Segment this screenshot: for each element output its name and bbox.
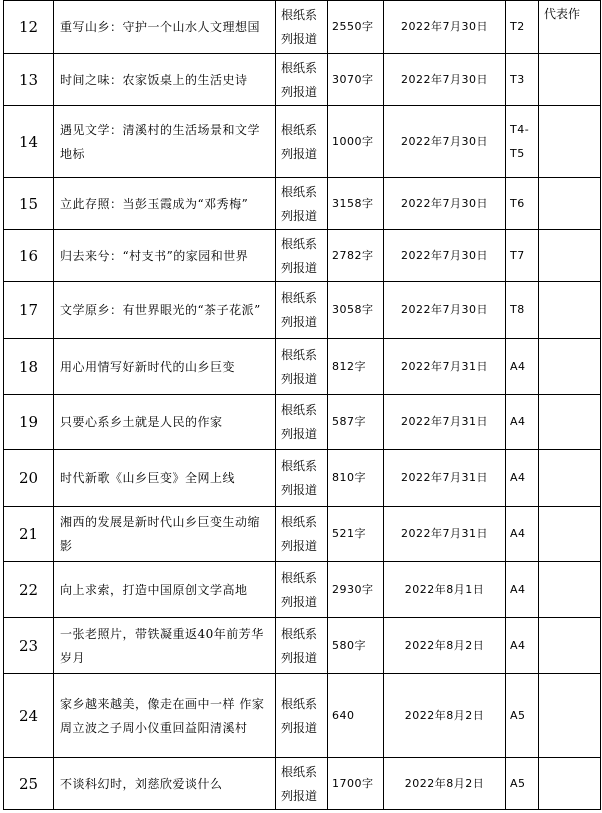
publish-date: 2022年7月30日: [384, 178, 506, 230]
row-number: 14: [4, 106, 54, 178]
table-row: [4, 758, 601, 810]
word-count: 810字: [328, 450, 384, 507]
article-type: 根纸系列报道: [276, 54, 328, 106]
publish-date: 2022年7月30日: [384, 282, 506, 339]
publish-date: 2022年8月2日: [384, 758, 506, 810]
page-number: T7: [506, 230, 539, 282]
word-count: 2550字: [328, 1, 384, 54]
article-title: 立此存照：当彭玉霞成为“邓秀梅”: [54, 178, 276, 230]
page-number: A5: [506, 674, 539, 758]
note: [539, 178, 601, 230]
publish-date: 2022年7月30日: [384, 230, 506, 282]
publish-date: 2022年8月2日: [384, 618, 506, 674]
word-count: 2782字: [328, 230, 384, 282]
publish-date: 2022年8月1日: [384, 562, 506, 618]
row-number: 13: [4, 54, 54, 106]
page-number: A5: [506, 758, 539, 810]
article-type: 根纸系列报道: [276, 562, 328, 618]
note: [539, 54, 601, 106]
row-number: 21: [4, 507, 54, 562]
publish-date: 2022年7月30日: [384, 106, 506, 178]
note: 代表作: [539, 1, 601, 54]
article-title: 归去来兮：“村支书”的家园和世界: [54, 230, 276, 282]
word-count: 3058字: [328, 282, 384, 339]
article-title: 向上求索，打造中国原创文学高地: [54, 562, 276, 618]
page-number: A4: [506, 450, 539, 507]
article-title: 家乡越来越美，像走在画中一样 作家周立波之子周小仪重回益阳清溪村: [54, 674, 276, 758]
article-title: 时间之味：农家饭桌上的生活史诗: [54, 54, 276, 106]
publish-date: 2022年7月31日: [384, 450, 506, 507]
page-number: T8: [506, 282, 539, 339]
table-row: [4, 562, 601, 618]
article-title: 只要心系乡土就是人民的作家: [54, 395, 276, 450]
row-number: 17: [4, 282, 54, 339]
article-type: 根纸系列报道: [276, 395, 328, 450]
row-number: 22: [4, 562, 54, 618]
note: [539, 395, 601, 450]
word-count: 1700字: [328, 758, 384, 810]
table-row: [4, 178, 601, 230]
row-number: 16: [4, 230, 54, 282]
table-row: [4, 395, 601, 450]
note: [539, 618, 601, 674]
page-number: T6: [506, 178, 539, 230]
note: [539, 450, 601, 507]
article-title: 一张老照片，带铁凝重返40年前芳华岁月: [54, 618, 276, 674]
note: [539, 339, 601, 395]
word-count: 3070字: [328, 54, 384, 106]
table-row: [4, 106, 601, 178]
table-row: [4, 674, 601, 758]
word-count: 521字: [328, 507, 384, 562]
word-count: 3158字: [328, 178, 384, 230]
row-number: 20: [4, 450, 54, 507]
table-row: [4, 1, 601, 54]
page-number: A4: [506, 618, 539, 674]
table-row: [4, 54, 601, 106]
article-title: 湘西的发展是新时代山乡巨变生动缩影: [54, 507, 276, 562]
table-row: [4, 618, 601, 674]
word-count: 640: [328, 674, 384, 758]
article-type: 根纸系列报道: [276, 674, 328, 758]
row-number: 18: [4, 339, 54, 395]
note: [539, 562, 601, 618]
word-count: 1000字: [328, 106, 384, 178]
table-row: [4, 507, 601, 562]
article-type: 根纸系列报道: [276, 1, 328, 54]
article-type: 根纸系列报道: [276, 282, 328, 339]
publish-date: 2022年7月31日: [384, 507, 506, 562]
publish-date: 2022年7月30日: [384, 54, 506, 106]
publish-date: 2022年7月31日: [384, 339, 506, 395]
row-number: 23: [4, 618, 54, 674]
article-title: 不谈科幻时，刘慈欣爱谈什么: [54, 758, 276, 810]
word-count: 587字: [328, 395, 384, 450]
page-number: A4: [506, 507, 539, 562]
publish-date: 2022年7月30日: [384, 1, 506, 54]
page-number: T3: [506, 54, 539, 106]
page-number: A4: [506, 562, 539, 618]
note: [539, 758, 601, 810]
note: [539, 230, 601, 282]
article-type: 根纸系列报道: [276, 450, 328, 507]
article-type: 根纸系列报道: [276, 178, 328, 230]
page-number: T2: [506, 1, 539, 54]
article-title: 重写山乡：守护一个山水人文理想国: [54, 1, 276, 54]
word-count: 2930字: [328, 562, 384, 618]
word-count: 812字: [328, 339, 384, 395]
article-title: 文学原乡：有世界眼光的“茶子花派”: [54, 282, 276, 339]
publish-date: 2022年7月31日: [384, 395, 506, 450]
page-number: T4-T5: [506, 106, 539, 178]
word-count: 580字: [328, 618, 384, 674]
article-type: 根纸系列报道: [276, 618, 328, 674]
note: [539, 282, 601, 339]
note: [539, 106, 601, 178]
table-row: [4, 339, 601, 395]
row-number: 15: [4, 178, 54, 230]
article-title: 遇见文学：清溪村的生活场景和文学地标: [54, 106, 276, 178]
note: [539, 507, 601, 562]
article-type: 根纸系列报道: [276, 106, 328, 178]
page-number: A4: [506, 339, 539, 395]
row-number: 19: [4, 395, 54, 450]
row-number: 12: [4, 1, 54, 54]
article-title: 时代新歌《山乡巨变》全网上线: [54, 450, 276, 507]
article-type: 根纸系列报道: [276, 758, 328, 810]
article-type: 根纸系列报道: [276, 339, 328, 395]
article-title: 用心用情写好新时代的山乡巨变: [54, 339, 276, 395]
article-type: 根纸系列报道: [276, 507, 328, 562]
article-type: 根纸系列报道: [276, 230, 328, 282]
row-number: 24: [4, 674, 54, 758]
table-row: [4, 282, 601, 339]
row-number: 25: [4, 758, 54, 810]
table-row: [4, 230, 601, 282]
page-number: A4: [506, 395, 539, 450]
note: [539, 674, 601, 758]
publish-date: 2022年8月2日: [384, 674, 506, 758]
report-table: [3, 0, 601, 810]
table-row: [4, 450, 601, 507]
